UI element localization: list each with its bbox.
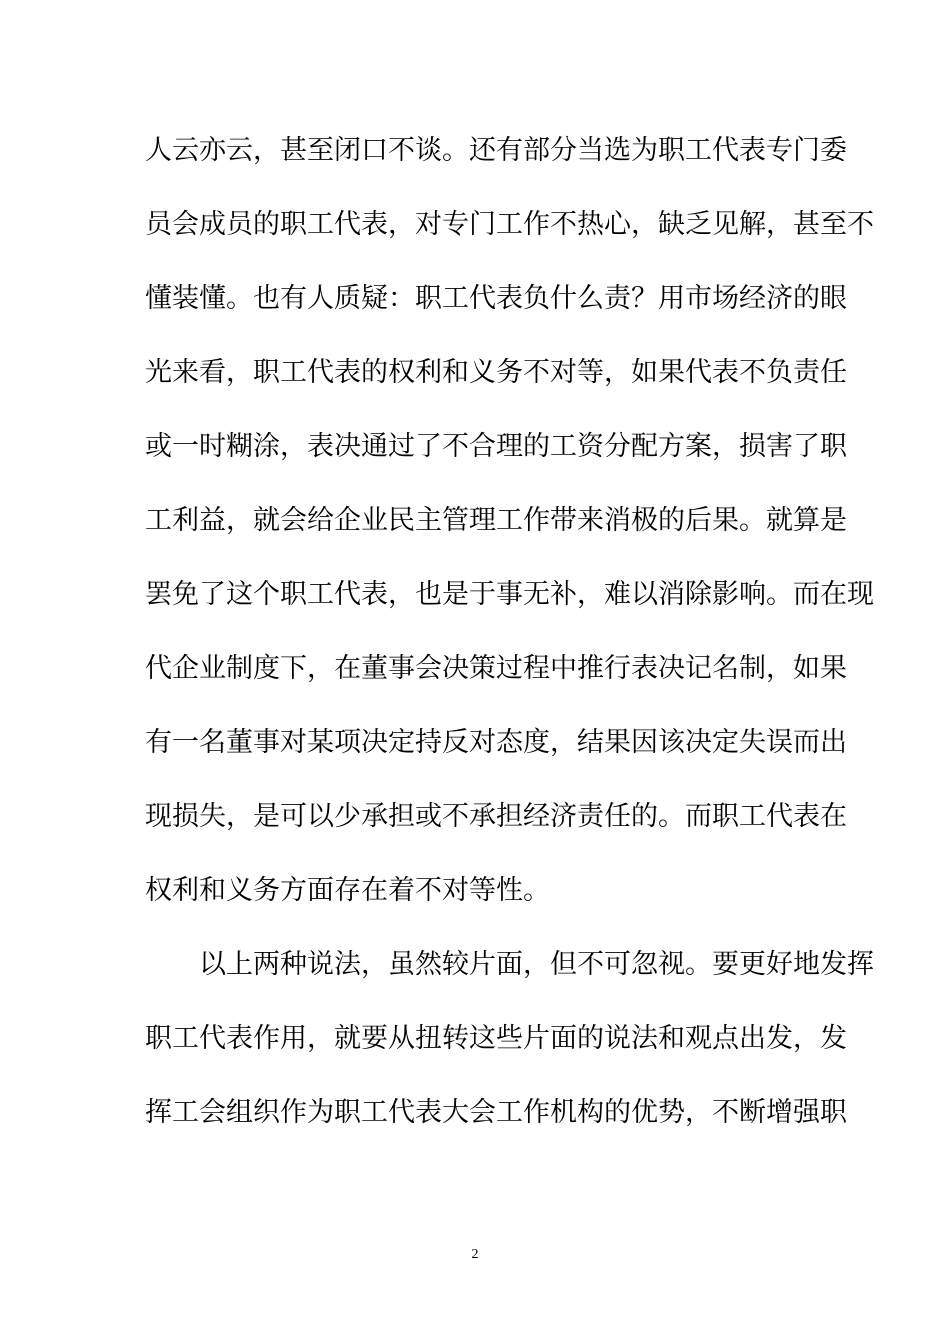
text-line-7: 罢免了这个职工代表，也是于事无补，难以消除影响。而在现: [145, 579, 874, 610]
body-text: [145, 132, 874, 1168]
text-line-13: 职工代表作用，就要从扭转这些片面的说法和观点出发，发: [145, 1023, 847, 1054]
page-number: 2: [471, 1247, 479, 1262]
text-line-14: 挥工会组织作为职工代表大会工作机构的优势，不断增强职: [145, 1097, 847, 1128]
text-line-8: 代企业制度下，在董事会决策过程中推行表决记名制，如果: [145, 653, 847, 684]
text-line-4: 光来看，职工代表的权利和义务不对等，如果代表不负责任: [145, 357, 847, 388]
text-line-11: 权利和义务方面存在着不对等性。: [145, 875, 550, 906]
text-line-6: 工利益，就会给企业民主管理工作带来消极的后果。就算是: [145, 505, 847, 536]
text-line-5: 或一时糊涂，表决通过了不合理的工资分配方案，损害了职: [145, 431, 847, 462]
text-line-3: 懂装懂。也有人质疑：职工代表负什么责？用市场经济的眼: [145, 283, 847, 314]
text-line-10: 现损失，是可以少承担或不承担经济责任的。而职工代表在: [145, 801, 847, 832]
text-line-1: 人云亦云，甚至闭口不谈。还有部分当选为职工代表专门委: [145, 135, 847, 166]
text-line-2: 员会成员的职工代表，对专门工作不热心，缺乏见解，甚至不: [145, 209, 874, 240]
text-line-9: 有一名董事对某项决定持反对态度，结果因该决定失误而出: [145, 727, 847, 758]
text-line-12: 以上两种说法，虽然较片面，但不可忽视。要更好地发挥: [199, 949, 874, 980]
